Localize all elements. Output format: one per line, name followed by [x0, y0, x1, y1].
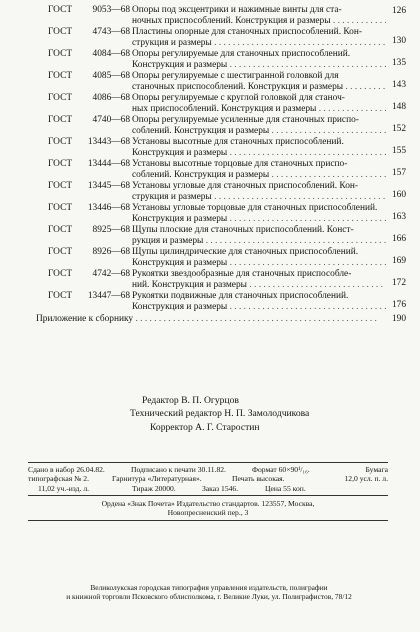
entry-title	[132, 203, 386, 224]
entry-page-number: 155	[391, 146, 406, 156]
standard-code	[48, 5, 130, 16]
entry-title-line-2: ных приспособлений. Конструкция и размеры . . .	[132, 104, 386, 115]
standard-number: 4742—68	[92, 269, 130, 279]
standard-code	[48, 27, 130, 38]
entry-title-line-2: ночных приспособлений. Конструкция и размеры . . .	[132, 16, 386, 27]
corrector-credit: Корректор А. Г. Старостин	[150, 421, 260, 433]
entry-title-line-2: соблений. Конструкция и размеры . . .	[132, 170, 386, 181]
typeset-date: Сдано в набор 26.04.82.	[28, 465, 105, 474]
entry-title	[132, 269, 386, 290]
standard-code	[48, 225, 130, 236]
editor-credit: Редактор В. П. Огурцов	[142, 395, 239, 406]
entry-title-line-2: Конструкция и размеры . . .	[132, 302, 386, 313]
print-specs	[28, 463, 388, 495]
standard-number: 13443—68	[87, 137, 130, 147]
tech-editor-credit: Технический редактор Н. П. Замолодчикова	[130, 408, 310, 420]
typeface: Гарнитура «Литературная».	[112, 474, 202, 484]
paper-type: типографская № 2.	[28, 474, 89, 484]
entry-page-number: 152	[391, 124, 406, 134]
entry-title-line-1: Щупы цилиндрические для станочных приспособлений.	[132, 247, 359, 257]
standard-code	[48, 203, 130, 214]
entry-title	[132, 71, 386, 92]
entry-title-line-1: Опоры регулируемые для станочных приспособлений.	[132, 49, 351, 59]
price: Цена 55 коп.	[265, 483, 306, 493]
toc-entry	[36, 181, 406, 203]
standard-prefix: ГОСТ	[48, 181, 73, 191]
editorial-staff	[130, 394, 390, 434]
entry-title	[132, 93, 386, 114]
standard-prefix: ГОСТ	[48, 71, 73, 81]
entry-page-number: 169	[391, 256, 406, 266]
entry-title-line-1: Установы угловые торцовые для станочных приспособлений.	[132, 203, 378, 213]
entry-page-number: 157	[391, 168, 406, 178]
standard-number: 4740—68	[92, 115, 130, 125]
entry-page-number: 148	[391, 102, 406, 112]
standard-prefix: ГОСТ	[48, 203, 73, 213]
entry-title	[132, 27, 386, 48]
standard-prefix: ГОСТ	[48, 291, 73, 301]
publisher-line: Ордена «Знак Почета» Издательство стандартов. 123557, Москва,	[101, 499, 315, 509]
toc-entry	[36, 159, 406, 181]
publisher-address: Новопресненский пер., 3	[167, 508, 249, 518]
entry-title	[132, 159, 386, 180]
standard-code	[48, 159, 130, 170]
entry-page-number: 172	[391, 278, 406, 288]
standard-number: 4086—68	[92, 93, 130, 103]
entry-title	[132, 291, 386, 312]
entry-title-line-1: Опоры регулируемые с шестигранной головкой для	[132, 71, 339, 81]
toc-entry	[36, 269, 406, 291]
print-specs-row	[28, 474, 388, 483]
entry-title-line-1: Пластины опорные для станочных приспособлений. Кон-	[132, 27, 363, 37]
printed-sheets: 12,0 усл. п. л.	[344, 474, 388, 484]
entry-title-line-2: соблений. Конструкция и размеры . . .	[132, 126, 386, 137]
standard-code	[48, 269, 130, 280]
appendix-label: Приложение к сборнику . . .	[36, 314, 382, 325]
standard-code	[48, 291, 130, 302]
publisher-info	[28, 496, 388, 519]
entry-title-line-1: Опоры под эксцентрики и нажимные винты для ста-	[132, 5, 342, 15]
standard-prefix: ГОСТ	[48, 5, 73, 15]
standard-number: 8926—68	[92, 247, 130, 257]
entry-page-number: 135	[391, 58, 406, 68]
standard-prefix: ГОСТ	[48, 269, 73, 279]
entry-title-line-1: Щупы плоские для станочных приспособлений. Конст-	[132, 225, 354, 235]
entry-page-number: 126	[391, 6, 406, 16]
toc-entry	[36, 71, 406, 93]
standard-number: 13447—68	[87, 291, 130, 301]
entry-page-number: 160	[391, 190, 406, 200]
imprint-bottom-rule	[28, 520, 388, 521]
signed-date: Подписано к печати 30.11.82.	[131, 465, 226, 474]
entry-page-number: 163	[391, 212, 406, 222]
entry-title-line-1: Опоры регулируемые усиленные для станочных приспо-	[132, 115, 359, 125]
print-run: Тираж 20000.	[132, 483, 176, 493]
paper: Бумага	[365, 465, 388, 474]
entry-title-line-2: станочных приспособлений. Конструкция и размеры . . .	[132, 82, 386, 93]
toc-entry	[36, 225, 406, 247]
entry-title-line-2: Конструкция и размеры . . .	[132, 214, 386, 225]
standard-code	[48, 181, 130, 192]
entry-title	[132, 115, 386, 136]
print-specs-row	[28, 484, 388, 493]
entry-title-line-1: Рукоятки подвижные для станочных приспособлений.	[132, 291, 349, 301]
entry-page-number: 166	[391, 234, 406, 244]
entry-page-number: 130	[391, 36, 406, 46]
entry-title-line-2: рукция и размеры . . .	[132, 236, 386, 247]
standard-prefix: ГОСТ	[48, 225, 73, 235]
standard-prefix: ГОСТ	[48, 115, 73, 125]
toc-appendix	[36, 314, 406, 328]
toc-entry	[36, 115, 406, 137]
entry-title	[132, 5, 386, 26]
standard-code	[48, 71, 130, 82]
entry-title-line-2: ний. Конструкция и размеры . . .	[132, 280, 386, 291]
entry-title-line-2: струкция и размеры . . .	[132, 192, 386, 203]
standard-number: 4743—68	[92, 27, 130, 37]
standard-code	[48, 115, 130, 126]
standard-code	[48, 49, 130, 60]
standard-code	[48, 247, 130, 258]
standard-prefix: ГОСТ	[48, 247, 73, 257]
standard-number: 13444—68	[87, 159, 130, 169]
standard-number: 13445—68	[87, 181, 130, 191]
toc-entry	[36, 27, 406, 49]
printer-line-2: и книжной торговли Псковского облисполкома, г. Великие Луки, ул. Полиграфистов, 78/12	[66, 591, 352, 601]
entry-title	[132, 49, 386, 70]
entry-title-line-2: Конструкция и размеры . . .	[132, 148, 386, 159]
standard-code	[48, 137, 130, 148]
printer-info	[28, 584, 390, 601]
standard-prefix: ГОСТ	[48, 49, 73, 59]
publishing-sheets: 11,02 уч.-изд. л.	[38, 483, 90, 493]
standard-prefix: ГОСТ	[48, 159, 73, 169]
entry-title-line-1: Опоры регулируемые с круглой головкой для станоч-	[132, 93, 345, 103]
entry-page-number: 143	[391, 80, 406, 90]
standard-number: 8925—68	[92, 225, 130, 235]
entry-title-line-1: Рукоятки звездообразные для станочных приспособле-	[132, 269, 352, 279]
order-number: Заказ 1546.	[202, 483, 239, 493]
printer-line-1: Великолукская городская типография управления издательств, полиграфии	[90, 583, 328, 592]
toc-entry	[36, 49, 406, 71]
entry-title	[132, 137, 386, 158]
standard-prefix: ГОСТ	[48, 93, 73, 103]
standard-number: 13446—68	[87, 203, 130, 213]
standard-prefix: ГОСТ	[48, 27, 73, 37]
format: Формат 60×90¹/₁₆.	[252, 465, 310, 474]
entry-title	[132, 225, 386, 246]
entry-title-line-1: Установы высотные для станочных приспособлений.	[132, 137, 344, 147]
toc-entry	[36, 247, 406, 269]
toc-entry	[36, 291, 406, 313]
standard-number: 4084—68	[92, 49, 130, 59]
toc-entry	[36, 93, 406, 115]
entry-title-line-1: Установы угловые для станочных приспособлений. Кон-	[132, 181, 359, 191]
appendix-page-number: 190	[391, 314, 406, 324]
print-method: Печать высокая.	[232, 474, 285, 484]
toc-entry	[36, 5, 406, 27]
entry-title-line-2: струкция и размеры . . .	[132, 38, 386, 49]
standard-code	[48, 93, 130, 104]
entry-page-number: 176	[391, 300, 406, 310]
standard-number: 9053—68	[92, 5, 130, 15]
entry-title-line-2: Конструкция и размеры . . .	[132, 60, 386, 71]
standard-number: 4085—68	[92, 71, 130, 81]
table-of-contents	[36, 5, 406, 328]
toc-entry	[36, 203, 406, 225]
entry-title-line-1: Установы высотные торцовые для станочных приспо-	[132, 159, 348, 169]
toc-entry	[36, 137, 406, 159]
entry-title	[132, 181, 386, 202]
entry-title-line-2: Конструкция и размеры . . .	[132, 258, 386, 269]
imprint-block	[28, 462, 388, 521]
entry-title	[132, 247, 386, 268]
standard-prefix: ГОСТ	[48, 137, 73, 147]
print-specs-row	[28, 465, 388, 474]
